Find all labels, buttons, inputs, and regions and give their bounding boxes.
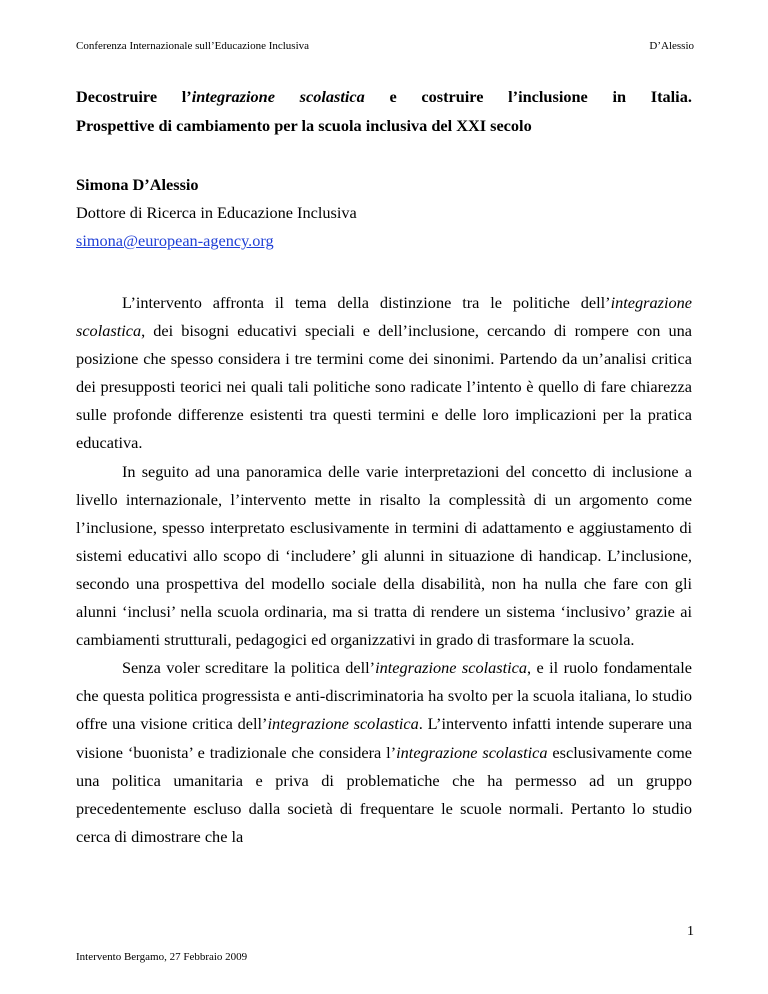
title-word: l’integrazione (181, 87, 275, 106)
author-email-link[interactable]: simona@european-agency.org (76, 231, 274, 250)
author-affiliation: Dottore di Ricerca in Educazione Inclusiva (76, 203, 357, 222)
running-header-left: Conferenza Internazionale sull’Educazione Inclusiva (76, 40, 310, 52)
abstract-body (76, 289, 692, 851)
paper-title (76, 82, 692, 140)
title-line-1 (76, 82, 692, 111)
title-word: scolastica (299, 87, 365, 106)
running-header-right: D’Alessio (649, 40, 694, 52)
author-name: Simona D’Alessio (76, 175, 199, 194)
title-word: costruire (421, 87, 484, 106)
title-line-2: Prospettive di cambiamento per la scuola inclusiva del XXI secolo (76, 116, 532, 135)
title-word: Italia. (650, 87, 692, 106)
title-word: Decostruire (76, 87, 158, 106)
page-number: 1 (687, 924, 694, 939)
title-word: e (389, 87, 397, 106)
paragraph: In seguito ad una panoramica delle varie interpretazioni del concetto di inclusione a livello internazionale, l’intervento mette in risalto la complessità di un argomento come l’inclusione, spesso interpretato esclusivamente in termini di adattamento e aggiustamento di sistemi educativi allo scopo di ‘includere’ gli alunni in situazione di handicap. L’inclusione, secondo una prospettiva del modello sociale della disabilità, non ha nulla che fare con gli alunni ‘inclusi’ nella scuola ordinaria, ma si tratta di rendere un sistema ‘inclusivo’ grazie ai cambiamenti strutturali, pedagogici ed organizzativi in grado di trasformare la scuola. (76, 461, 692, 650)
running-footer: Intervento Bergamo, 27 Febbraio 2009 (76, 951, 248, 963)
paragraph: L’intervento affronta il tema della distinzione tra le politiche dell’integrazione scolastica, dei bisogni educativi speciali e dell’inclusione, cercando di rompere con una posizione che spesso considera i tre termini come dei sinonimi. Partendo da un’analisi critica dei presupposti teorici nei quali tali politiche sono radicate l’intento è quello di fare chiarezza sulle profonde differenze esistenti tra questi termini e delle loro implicazioni per la pratica educativa. (76, 293, 692, 453)
paragraph: Senza voler screditare la politica dell’integrazione scolastica, e il ruolo fondamentale che questa politica progressista e anti-discriminatoria ha svolto per la scuola italiana, lo studio offre una visione critica dell’integrazione scolastica. L’intervento infatti intende superare una visione ‘buonista’ e tradizionale che considera l’integrazione scolastica esclusivamente come una politica umanitaria e priva di problematiche che ha permesso ad un gruppo precedentemente escluso dalla società di frequentare le scuole normali. Pertanto lo studio cerca di dimostrare che la (76, 658, 693, 846)
title-word: in (612, 87, 627, 106)
title-word: l’inclusione (508, 87, 588, 106)
